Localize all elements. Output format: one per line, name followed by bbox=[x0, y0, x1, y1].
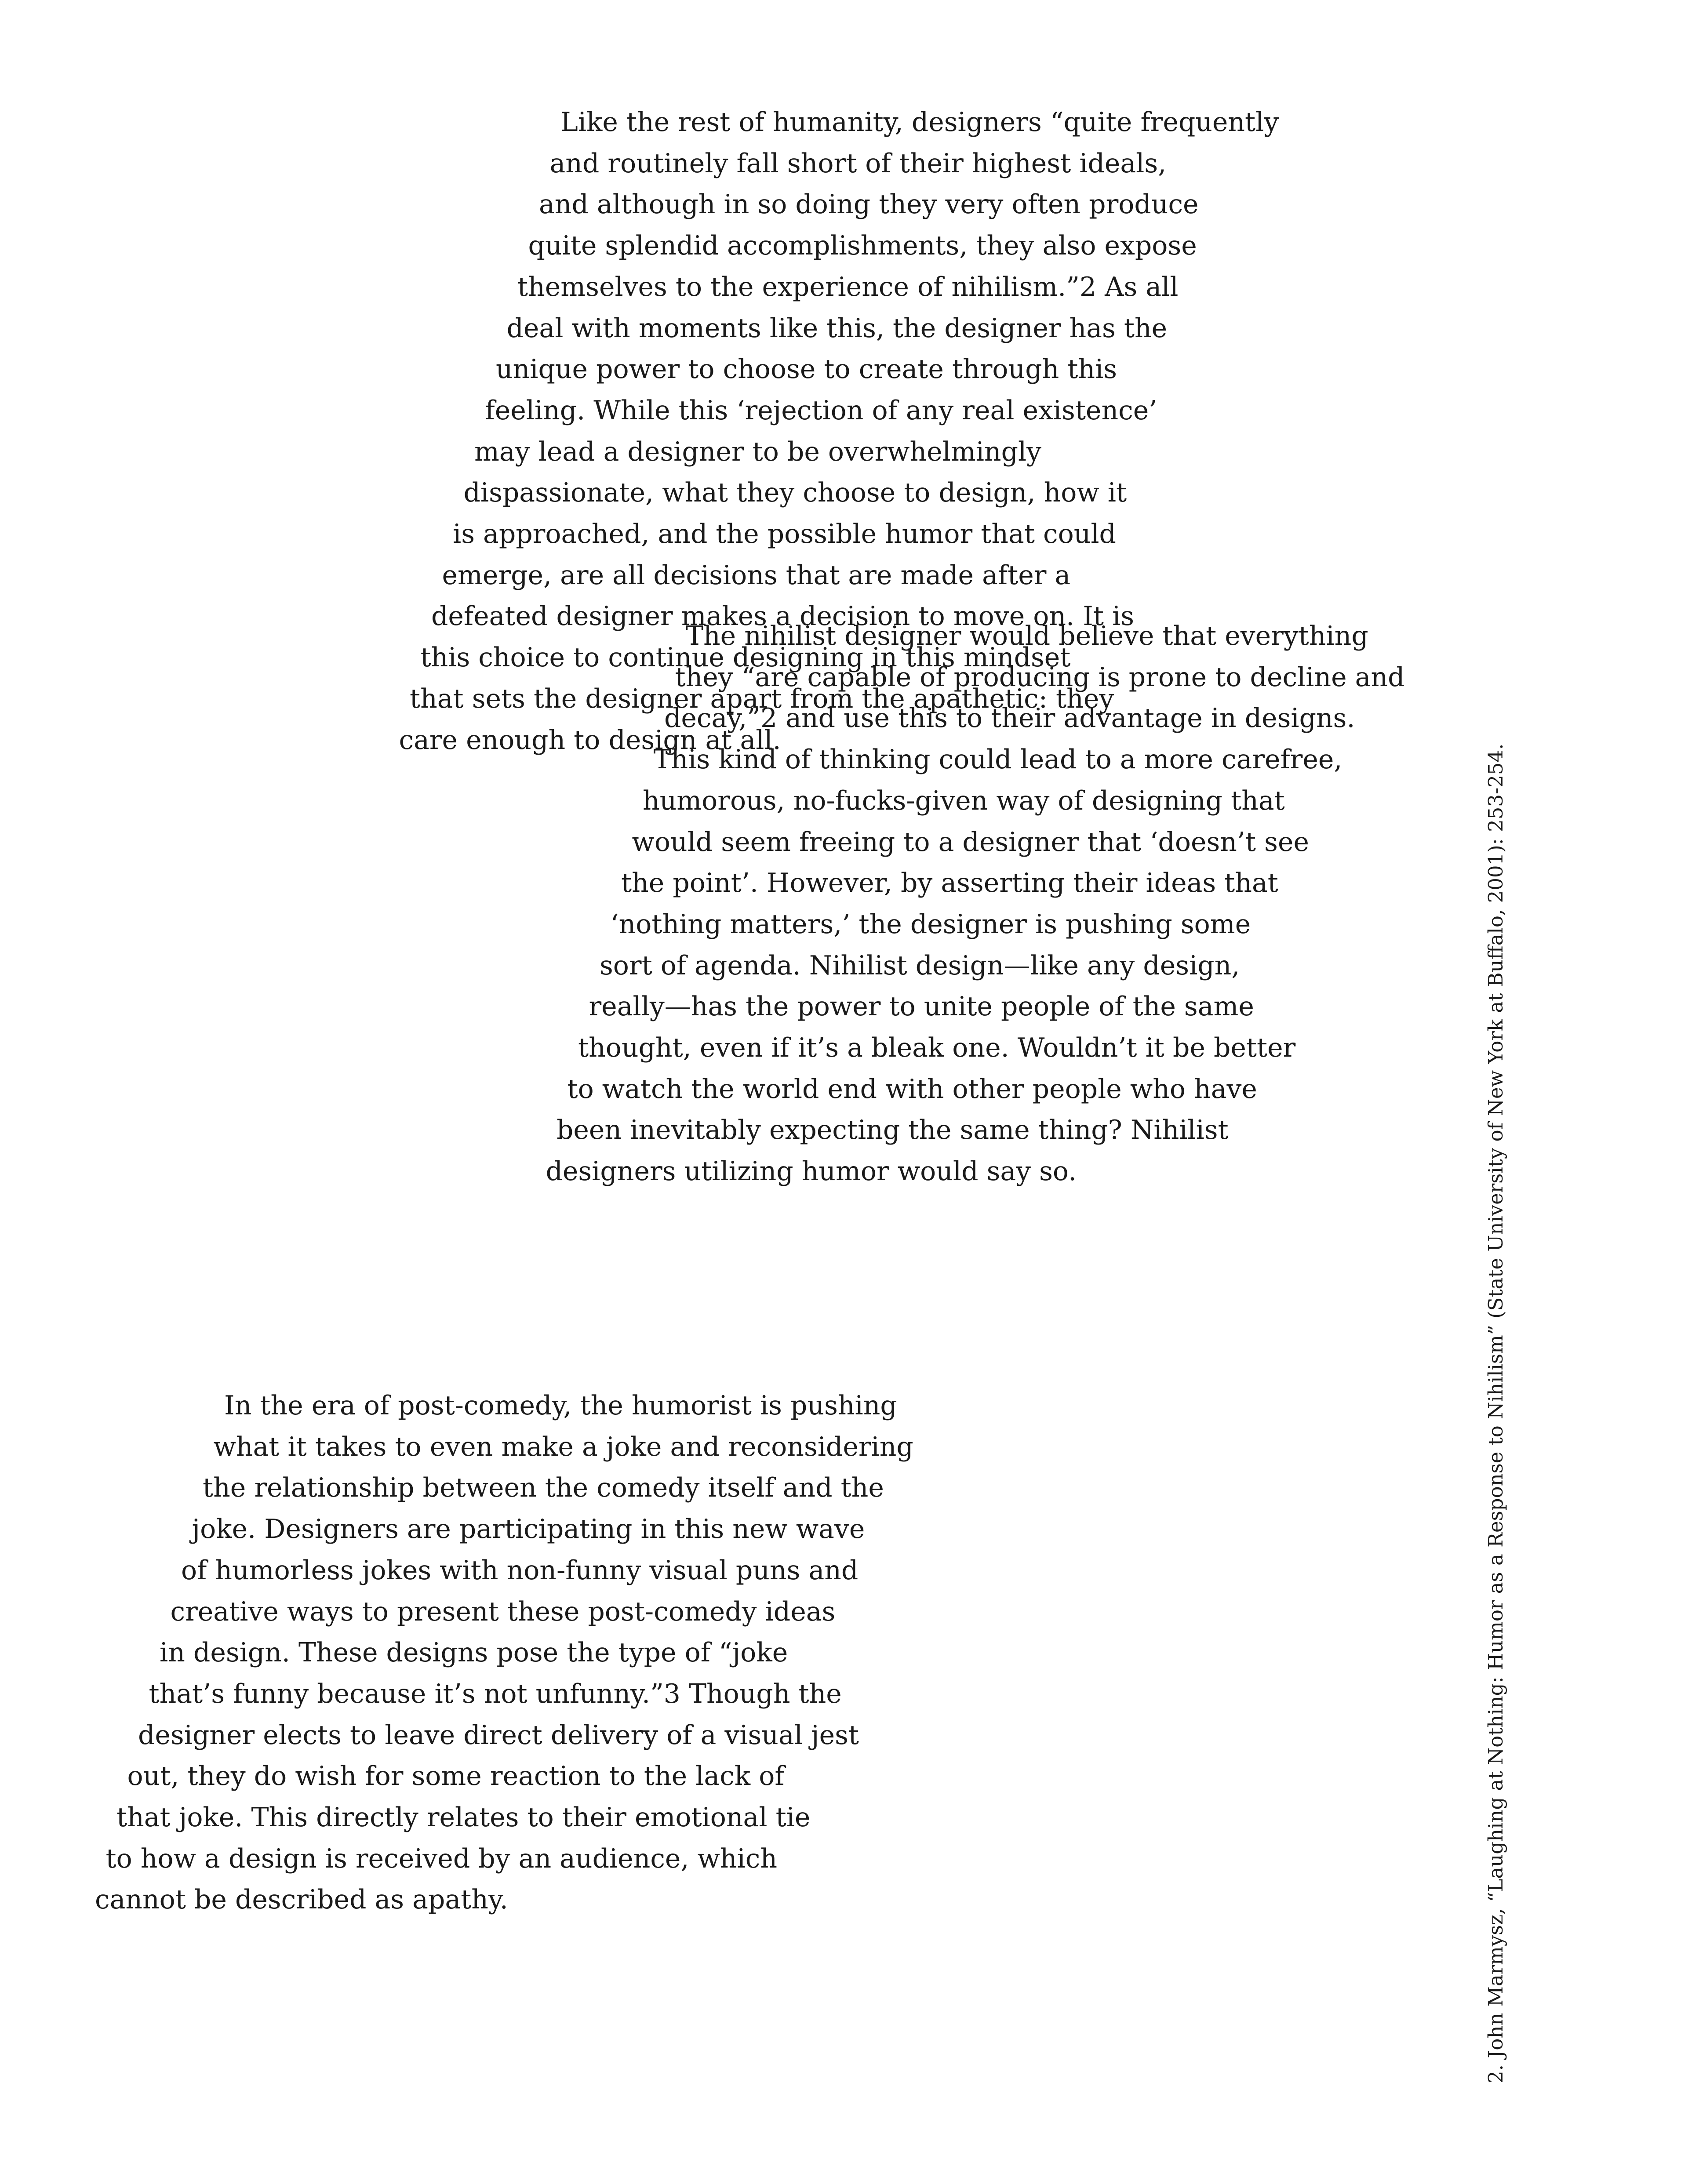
text-line: The nihilist designer would believe that everything bbox=[686, 621, 1368, 651]
text-line: to how a design is received by an audience, which bbox=[106, 1843, 778, 1874]
text-line: the point’. However, by asserting their ideas that bbox=[621, 868, 1278, 899]
text-line: defeated designer makes a decision to move on. It is bbox=[431, 601, 1135, 632]
text-line: thought, even if it’s a bleak one. Wouldn’t it be better bbox=[578, 1032, 1296, 1063]
text-line: in design. These designs pose the type of “joke bbox=[160, 1637, 788, 1668]
footnote-marmysz: 2. John Marmysz, “Laughing at Nothing: Humor as a Response to Nihilism” (State University of New York at Buffalo, 2001): 253-254. bbox=[1484, 743, 1507, 2083]
text-line: may lead a designer to be overwhelmingly bbox=[474, 436, 1042, 467]
text-line: unique power to choose to create through this bbox=[496, 354, 1117, 385]
text-line: to watch the world end with other people who have bbox=[567, 1073, 1257, 1105]
text-line: creative ways to present these post-comedy ideas bbox=[170, 1596, 836, 1627]
text-line: quite splendid accomplishments, they also expose bbox=[528, 230, 1197, 262]
text-line: would seem freeing to a designer that ‘doesn’t see bbox=[632, 826, 1309, 858]
text-line: Like the rest of humanity, designers “quite frequently bbox=[560, 107, 1279, 138]
text-line: been inevitably expecting the same thing? Nihilist bbox=[557, 1115, 1229, 1146]
text-line: themselves to the experience of nihilism.”2 As all bbox=[517, 271, 1179, 302]
text-line: decay,”2 and use this to their advantage in designs. bbox=[664, 703, 1355, 734]
text-line: they “are capable of producing is prone to decline and bbox=[675, 661, 1405, 693]
text-line: this choice to continue designing in this mindset bbox=[420, 642, 1071, 673]
text-line: that’s funny because it’s not unfunny.”3 Though the bbox=[149, 1678, 842, 1709]
text-line: out, they do wish for some reaction to the lack of bbox=[127, 1761, 785, 1792]
text-line: of humorless jokes with non-funny visual puns and bbox=[181, 1555, 859, 1586]
text-line: that joke. This directly relates to their emotional tie bbox=[116, 1802, 811, 1833]
text-line: This kind of thinking could lead to a more carefree, bbox=[653, 744, 1342, 775]
text-line: designer elects to leave direct delivery of a visual jest bbox=[138, 1719, 859, 1751]
text-line: ‘nothing matters,’ the designer is pushing some bbox=[610, 908, 1251, 940]
text-line: deal with moments like this, the designer has the bbox=[506, 313, 1168, 344]
text-line: sort of agenda. Nihilist design—like any design, bbox=[600, 950, 1240, 981]
text-line: the relationship between the comedy itself and the bbox=[203, 1472, 884, 1504]
text-line: what it takes to even make a joke and reconsidering bbox=[213, 1431, 913, 1462]
text-line: cannot be described as apathy. bbox=[95, 1884, 508, 1915]
text-line: and although in so doing they very often produce bbox=[539, 189, 1199, 220]
text-line: care enough to design at all. bbox=[399, 724, 781, 756]
text-line: humorous, no-fucks-given way of designing that bbox=[643, 785, 1285, 816]
text-line: emerge, are all decisions that are made after a bbox=[442, 560, 1071, 591]
text-line: In the era of post-comedy, the humorist is pushing bbox=[224, 1390, 897, 1421]
text-line: dispassionate, what they choose to design, how it bbox=[463, 477, 1127, 509]
text-line: that sets the designer apart from the apathetic: they bbox=[410, 683, 1114, 714]
text-line: is approached, and the possible humor that could bbox=[453, 519, 1116, 549]
text-line: really—has the power to unite people of the same bbox=[589, 991, 1254, 1022]
text-line: joke. Designers are participating in this new wave bbox=[192, 1514, 865, 1545]
text-line: and routinely fall short of their highest ideals, bbox=[549, 148, 1167, 179]
text-line: designers utilizing humor would say so. bbox=[546, 1156, 1077, 1187]
text-line: feeling. While this ‘rejection of any real existence’ bbox=[485, 395, 1157, 426]
